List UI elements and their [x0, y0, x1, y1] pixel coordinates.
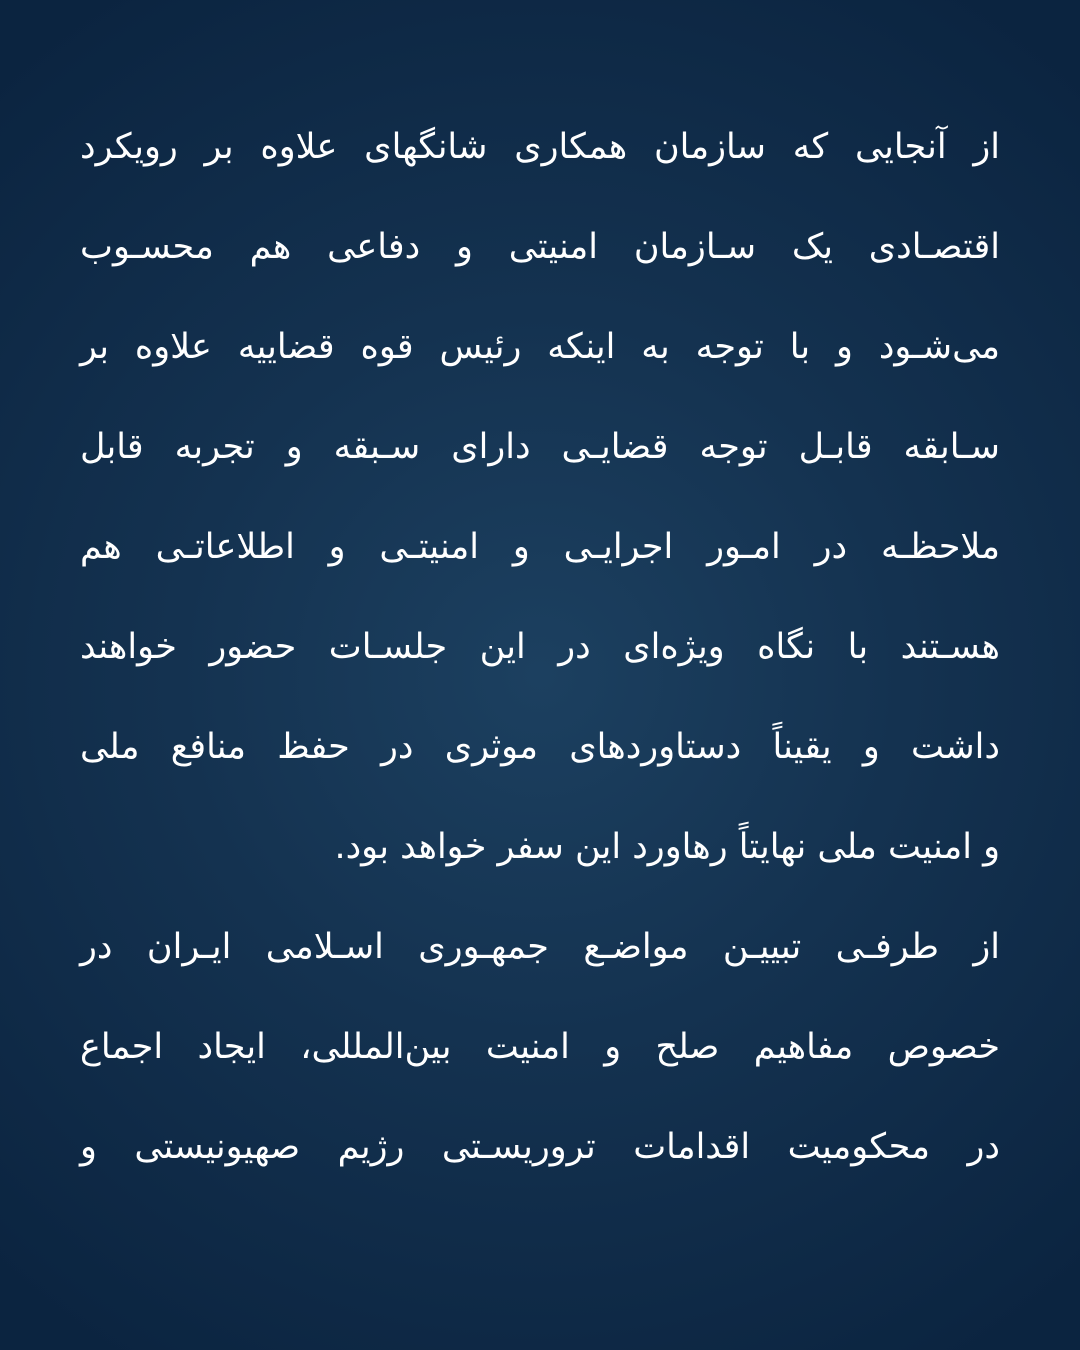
text-line: هسـتند با نگاه ویژه‌ای در این جلسـات حضور خواهند	[80, 627, 1000, 667]
text-line: و امنیت ملی نهایتاً رهاورد این سفر خواهد بود.	[334, 827, 1000, 867]
text-line: می‌شـود و با توجه به اینکه رئیس قوه قضاییه علاوه بر	[80, 327, 1000, 367]
paragraph-1	[80, 118, 1000, 918]
text-line: سـابقه قابـل توجه قضایـی دارای سـبقه و تجربه قابل	[80, 427, 1000, 467]
text-line: ملاحظـه در امـور اجرایـی و امنیتـی و اطلاعاتـی هم	[80, 527, 1000, 567]
text-line: از آنجایی که سازمان همکاری شانگهای علاوه بر رویکرد	[80, 127, 1000, 167]
text-line: داشت و یقیناً دستاوردهای موثری در حفظ منافع ملی	[80, 727, 1000, 767]
text-line: از طرفـی تبییـن مواضـع جمهـوری اسـلامی ایـران در	[80, 927, 1000, 967]
text-line: خصوص مفاهیم صلح و امنیت بین‌المللی، ایجاد اجماع	[80, 1027, 1000, 1067]
paragraph-2	[80, 918, 1000, 1218]
text-line: در محکومیت اقدامات تروریسـتی رژیم صهیونیستی و	[80, 1127, 1000, 1167]
text-line: اقتصـادی یک سـازمان امنیتی و دفاعی هم محسـوب	[80, 227, 1000, 267]
